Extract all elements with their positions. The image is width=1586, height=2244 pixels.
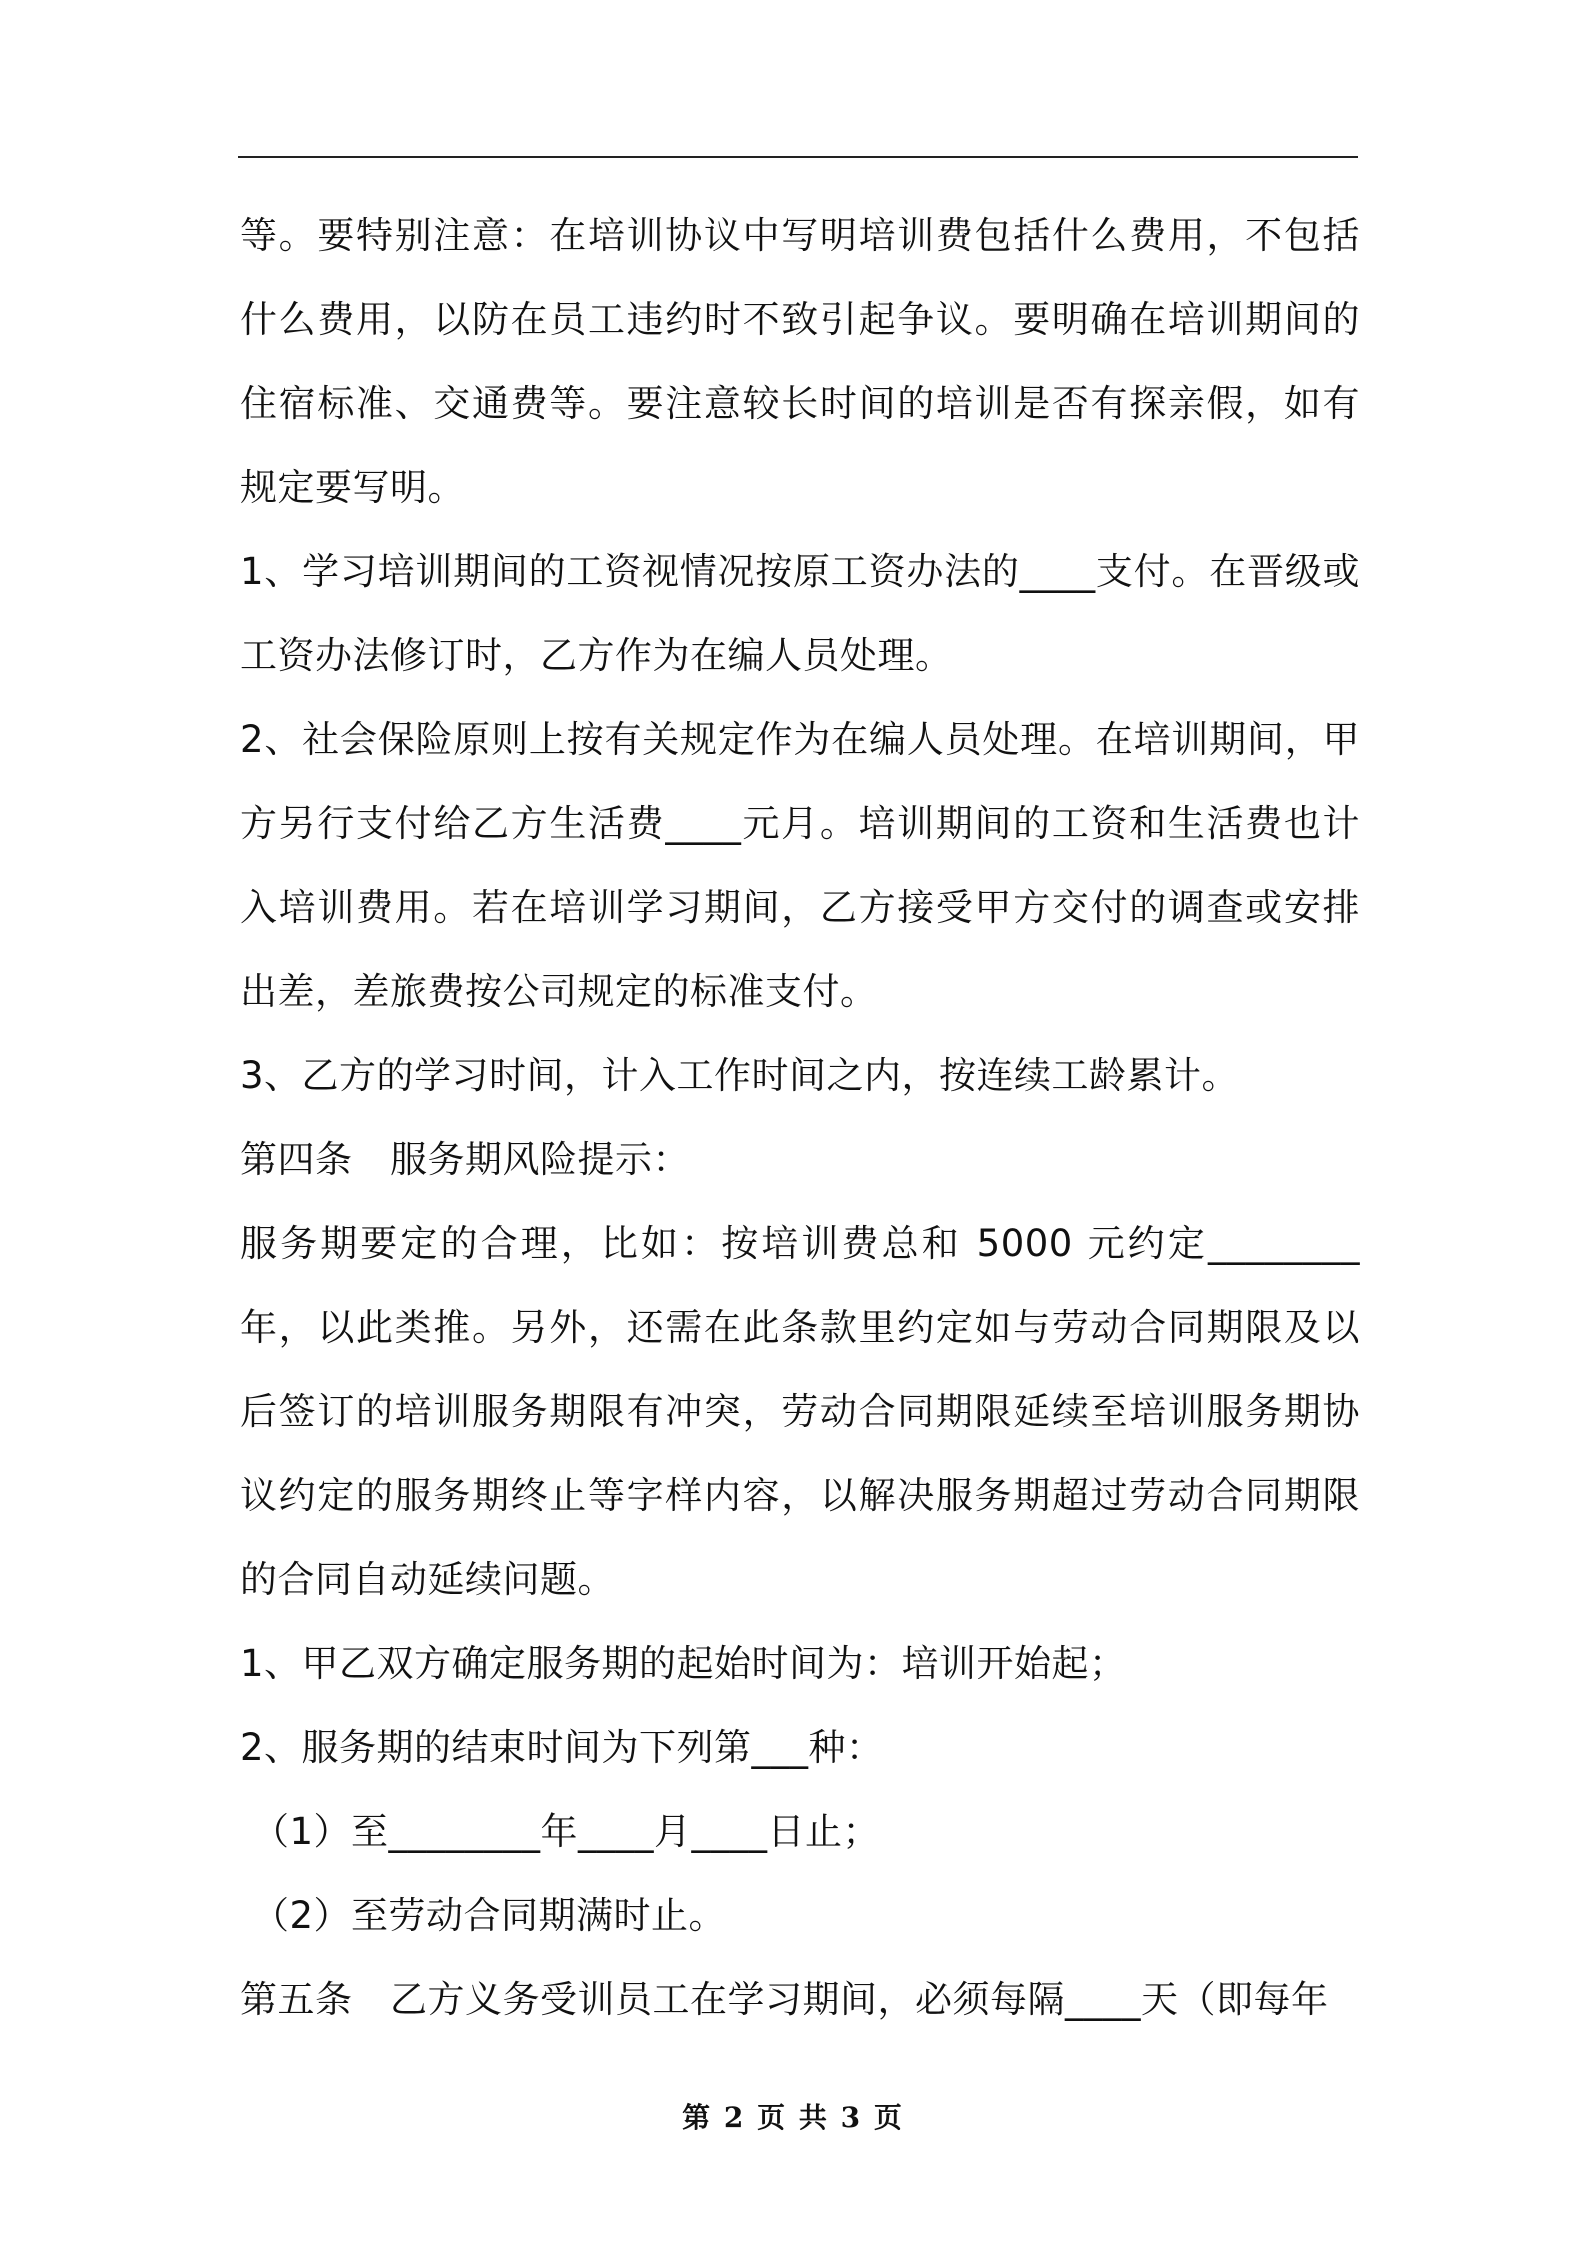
paragraph-clause-3-study-time: 3、乙方的学习时间，计入工作时间之内，按连续工龄累计。 [240, 1054, 1240, 1097]
paragraph-clause-2-insurance: 2、社会保险原则上按有关规定作为在编人员处理。在培训期间，甲方另行支付给乙方生活费____元月。培训期间的工资和生活费也计入培训费用。若在培训学习期间，乙方接受甲方交付的调查或安排出差，差旅费按公司规定的标准支付。 [240, 718, 1360, 1013]
option-2-contract-end: （2）至劳动合同期满时止。 [252, 1894, 727, 1937]
document-body [240, 194, 1360, 2042]
paragraph-clause-1-salary: 1、学习培训期间的工资视情况按原工资办法的____支付。在晋级或工资办法修订时，乙方作为在编人员处理。 [240, 550, 1360, 677]
paragraph-service-period-notes: 服务期要定的合理，比如：按培训费总和 5000 元约定________年，以此类推。另外，还需在此条款里约定如与劳动合同期限及以后签订的培训服务期限有冲突，劳动合同期限延续至培训服务期协议约定的服务期终止等字样内容，以解决服务期超过劳动合同期限的合同自动延续问题。 [240, 1222, 1360, 1601]
paragraph-service-end: 2、服务期的结束时间为下列第___种： [240, 1726, 884, 1769]
paragraph-training-fee-notes: 等。要特别注意：在培训协议中写明培训费包括什么费用，不包括什么费用，以防在员工违约时不致引起争议。要明确在培训期间的住宿标准、交通费等。要注意较长时间的培训是否有探亲假，如有规定要写明。 [240, 214, 1360, 509]
page-number-footer: 第 2 页 共 3 页 [682, 2101, 904, 2134]
option-1-date: （1）至________年____月____日止； [252, 1810, 881, 1853]
article-4-heading: 第四条 服务期风险提示： [240, 1138, 690, 1181]
article-5-heading: 第五条 乙方义务受训员工在学习期间，必须每隔____天（即每年 [240, 1978, 1329, 2021]
paragraph-service-start: 1、甲乙双方确定服务期的起始时间为：培训开始起； [240, 1642, 1127, 1685]
header-rule [238, 156, 1358, 158]
